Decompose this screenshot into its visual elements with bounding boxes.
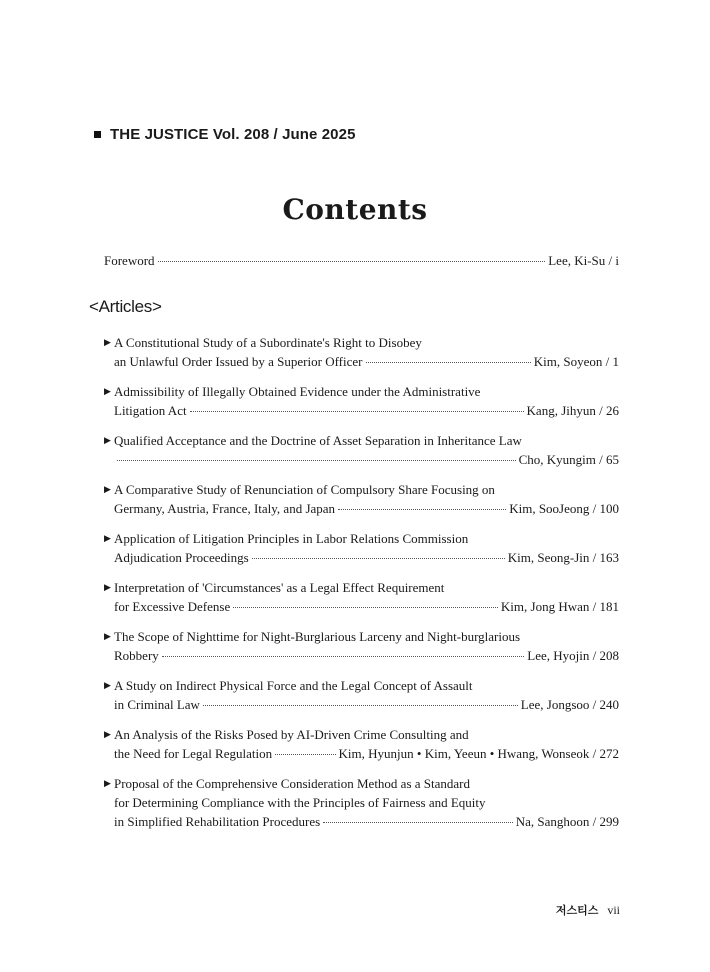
article-entry (104, 382, 619, 420)
article-author-page: Cho, Kyungim / 65 (518, 452, 619, 467)
article-title-text: A Constitutional Study of a Subordinate's Right to Disobey (114, 335, 422, 350)
article-entry (104, 725, 619, 763)
article-entry (104, 676, 619, 714)
footer-journal: 저스티스 (555, 904, 599, 917)
article-title-line (114, 812, 619, 831)
article-author-page: Lee, Jongsoo / 240 (520, 697, 619, 712)
article-title-text: in Criminal Law (114, 697, 200, 712)
dot-leader (190, 411, 524, 412)
article-title-line (114, 695, 619, 714)
article-title-line (114, 548, 619, 567)
article-title-line (114, 744, 619, 763)
article-title-line (114, 646, 619, 665)
journal-header (94, 126, 356, 143)
square-bullet-icon (94, 131, 101, 138)
dot-leader (233, 607, 498, 608)
triangle-bullet-icon: ▶ (104, 386, 111, 396)
dot-leader (203, 705, 518, 706)
article-title-line (114, 627, 619, 646)
article-entry (104, 431, 619, 469)
article-title-text: Admissibility of Illegally Obtained Evidence under the Administrative (114, 384, 481, 399)
article-title-text: Qualified Acceptance and the Doctrine of Asset Separation in Inheritance Law (114, 433, 522, 448)
section-heading: <Articles> (89, 297, 162, 316)
page-number: vii (607, 903, 620, 917)
article-title-line (114, 774, 619, 793)
article-title-text: Adjudication Proceedings (114, 550, 249, 565)
triangle-bullet-icon: ▶ (104, 337, 111, 347)
dot-leader (323, 822, 513, 823)
article-entry (104, 333, 619, 371)
triangle-bullet-icon: ▶ (104, 435, 111, 445)
article-entry (104, 529, 619, 567)
triangle-bullet-icon: ▶ (104, 533, 111, 543)
article-title-text: An Analysis of the Risks Posed by AI-Driven Crime Consulting and (114, 727, 469, 742)
article-title-text: A Comparative Study of Renunciation of Compulsory Share Focusing on (114, 482, 495, 497)
triangle-bullet-icon: ▶ (104, 484, 111, 494)
article-title-line (114, 480, 619, 499)
article-author-page: Kim, Seong-Jin / 163 (507, 550, 619, 565)
triangle-bullet-icon: ▶ (104, 582, 111, 592)
article-title-line (114, 401, 619, 420)
article-author-page: Lee, Hyojin / 208 (527, 648, 619, 663)
dot-leader (117, 460, 516, 461)
foreword-author-page: Lee, Ki-Su / i (548, 253, 619, 268)
foreword-label: Foreword (104, 253, 155, 268)
article-title-text: Proposal of the Comprehensive Consideration Method as a Standard (114, 776, 470, 791)
article-title-text: in Simplified Rehabilitation Procedures (114, 814, 321, 829)
article-title-line (114, 597, 619, 616)
article-title-line (114, 333, 619, 352)
article-title-line (114, 676, 619, 695)
article-author-page: Na, Sanghoon / 299 (515, 814, 619, 829)
article-title-line (114, 499, 619, 518)
article-author-page: Kang, Jihyun / 26 (526, 403, 619, 418)
article-title-text: Robbery (114, 648, 159, 663)
article-entry (104, 774, 619, 831)
article-title-line (114, 793, 619, 812)
triangle-bullet-icon: ▶ (104, 778, 111, 788)
article-title-text: Application of Litigation Principles in Labor Relations Commission (114, 531, 469, 546)
article-author-page: Kim, SooJeong / 100 (509, 501, 619, 516)
journal-issue: THE JUSTICE Vol. 208 / June 2025 (110, 126, 356, 143)
article-title-text: Interpretation of 'Circumstances' as a Legal Effect Requirement (114, 580, 445, 595)
article-title-line (114, 352, 619, 371)
article-title-line (114, 529, 619, 548)
article-title-text: The Scope of Nighttime for Night-Burglarious Larceny and Night-burglarious (114, 629, 521, 644)
triangle-bullet-icon: ▶ (104, 680, 111, 690)
article-title-text: for Determining Compliance with the Principles of Fairness and Equity (114, 795, 486, 810)
article-title-text: for Excessive Defense (114, 599, 231, 614)
triangle-bullet-icon: ▶ (104, 631, 111, 641)
article-author-page: Kim, Jong Hwan / 181 (500, 599, 619, 614)
dot-leader (252, 558, 505, 559)
article-title-text: an Unlawful Order Issued by a Superior Officer (114, 354, 363, 369)
page-footer (556, 902, 620, 918)
article-author-page: Kim, Soyeon / 1 (533, 354, 619, 369)
article-title-line (114, 382, 619, 401)
article-title-line (114, 725, 619, 744)
triangle-bullet-icon: ▶ (104, 729, 111, 739)
dot-leader (275, 754, 335, 755)
article-entry (104, 578, 619, 616)
article-title-text: the Need for Legal Regulation (114, 746, 273, 761)
article-title-line (114, 431, 619, 450)
page-title: Contents (282, 193, 428, 226)
article-entry (104, 627, 619, 665)
article-title-text: A Study on Indirect Physical Force and the Legal Concept of Assault (114, 678, 473, 693)
dot-leader (366, 362, 531, 363)
article-author-page: Kim, Hyunjun • Kim, Yeeun • Hwang, Wonseok / 272 (338, 746, 619, 761)
article-title-text: Germany, Austria, France, Italy, and Japan (114, 501, 336, 516)
articles-list (104, 333, 619, 831)
article-entry (104, 480, 619, 518)
dot-leader (162, 656, 525, 657)
article-title-line (114, 578, 619, 597)
dot-leader (158, 261, 546, 262)
dot-leader (338, 509, 506, 510)
foreword-entry (104, 253, 619, 269)
article-title-text: Litigation Act (114, 403, 187, 418)
article-title-line (114, 450, 619, 469)
